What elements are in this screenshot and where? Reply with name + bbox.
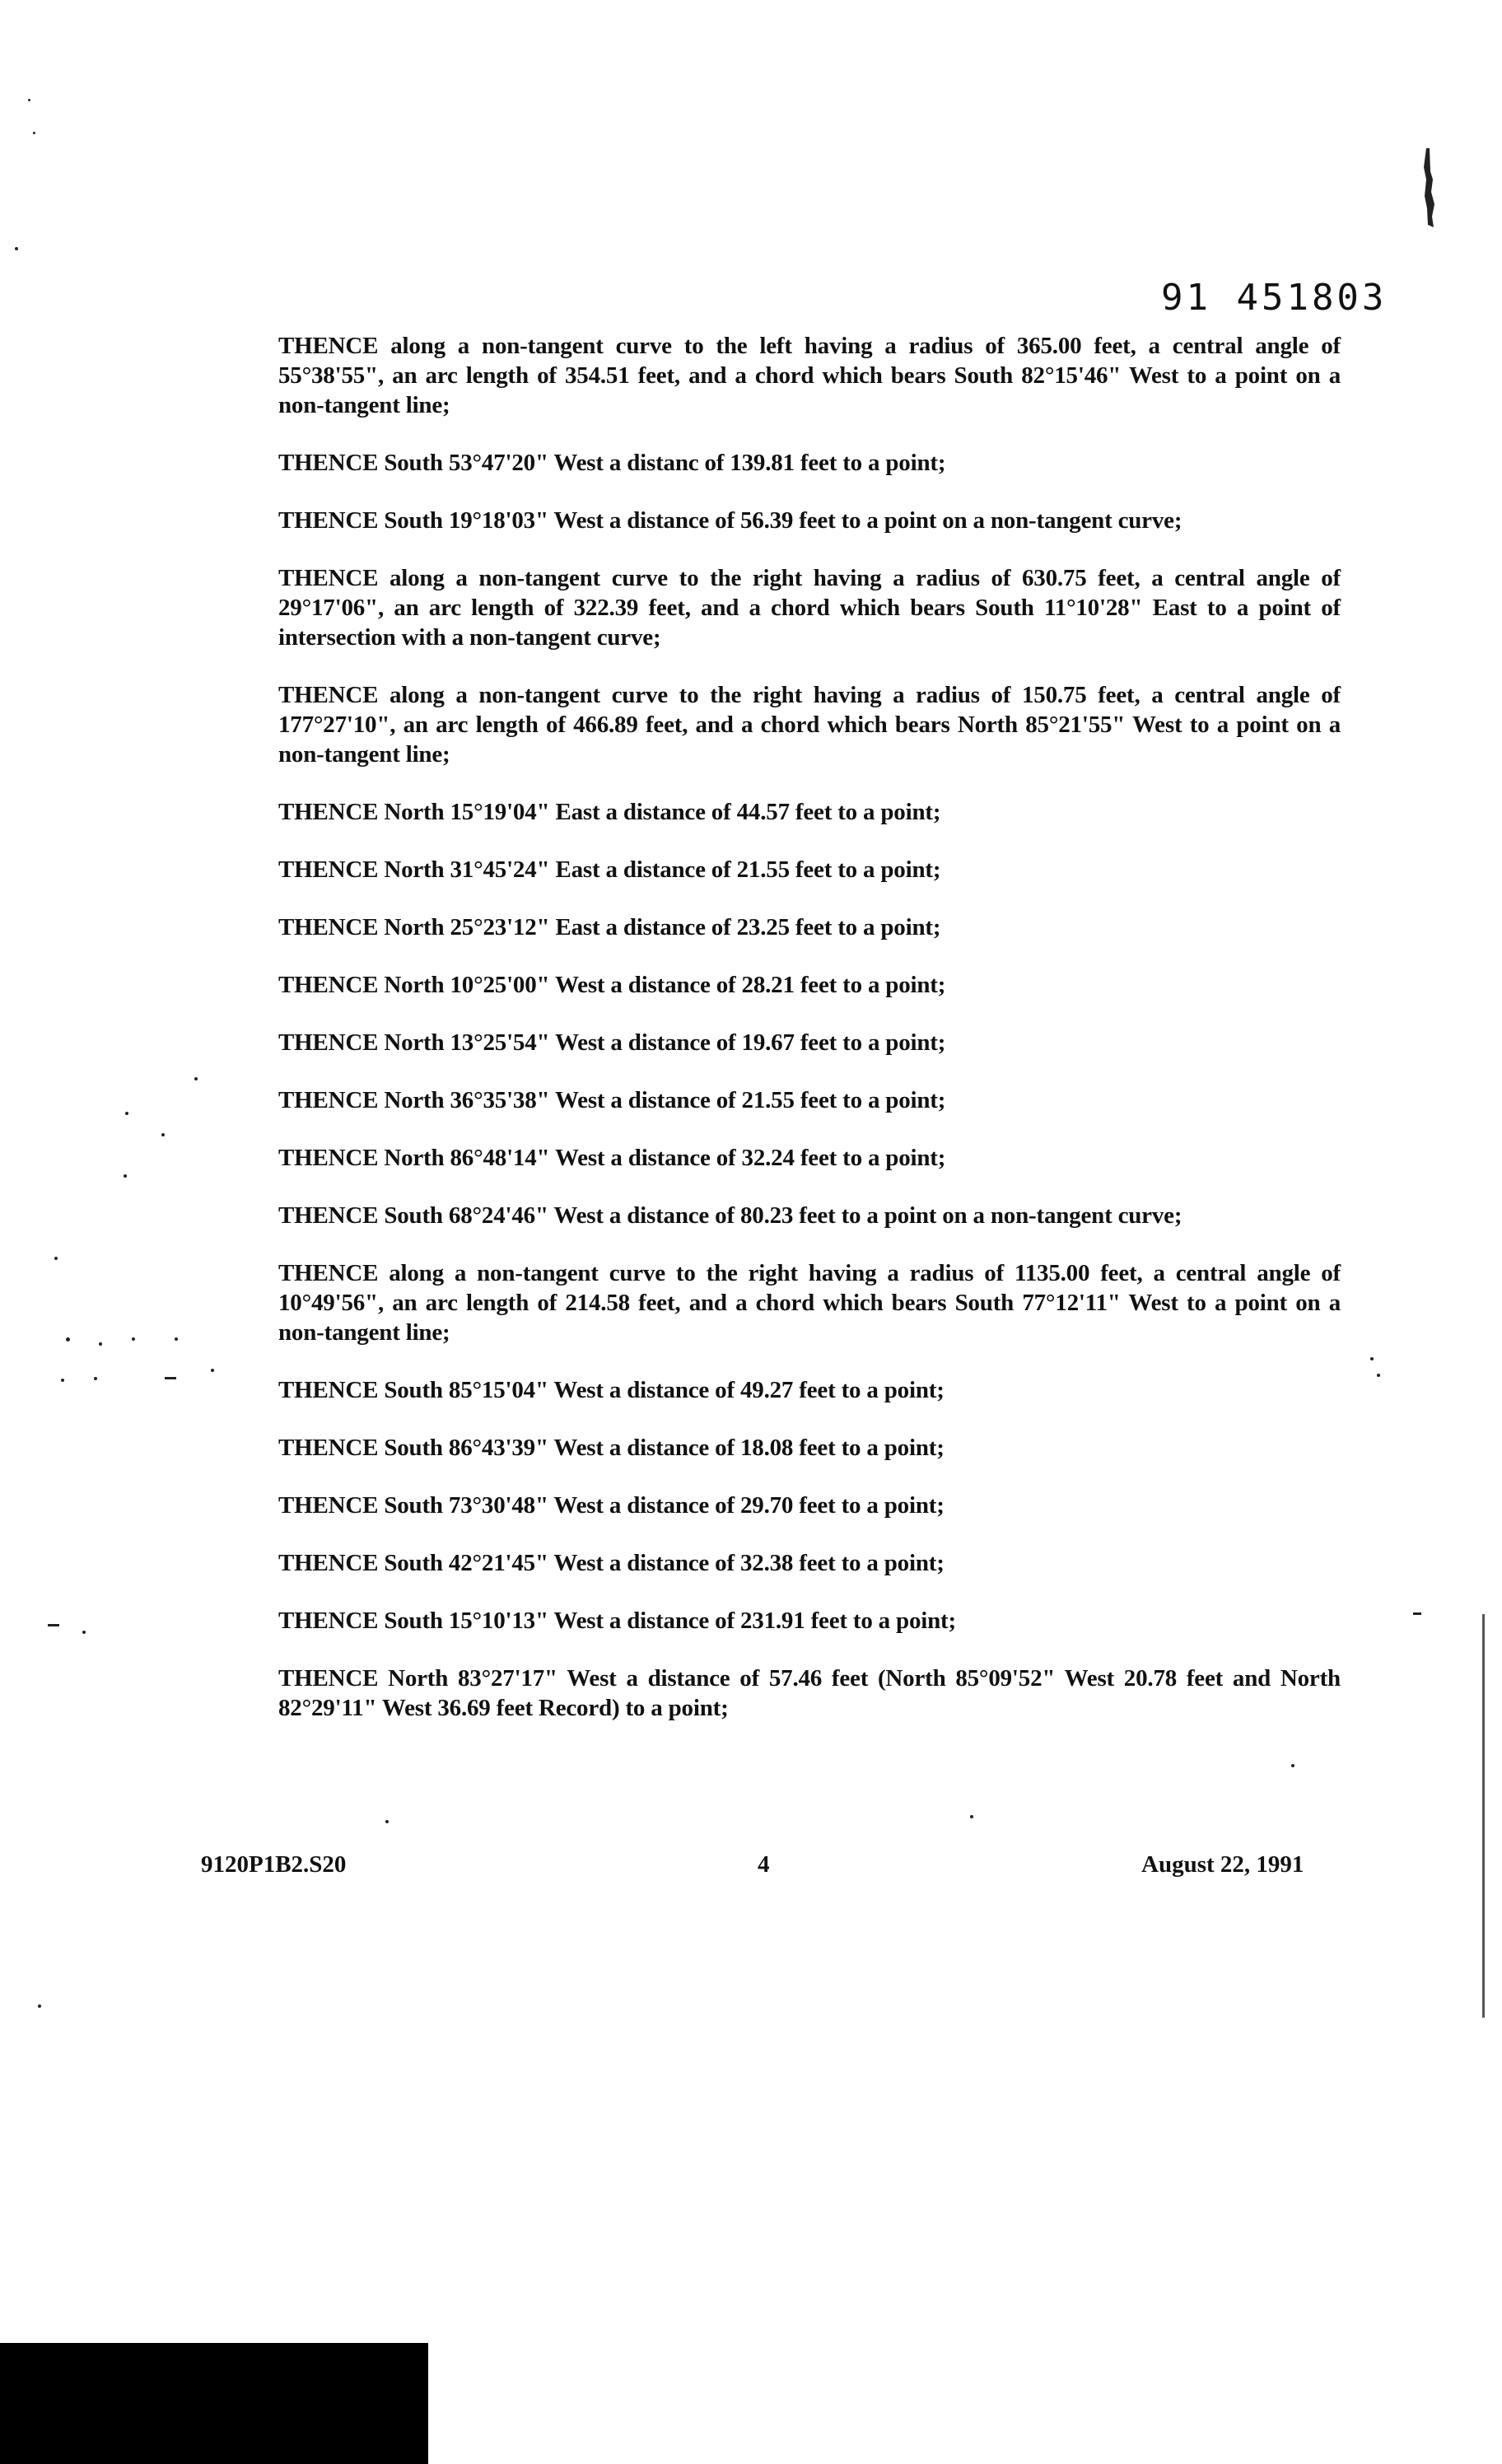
scan-speck (175, 1337, 178, 1341)
paragraph: THENCE North 10°25'00" West a distance of 28.21 feet to a point; (278, 972, 946, 998)
paragraph: THENCE North 36°35'38" West a distance of 21.55 feet to a point; (278, 1087, 946, 1113)
paragraph: THENCE along a non-tangent curve to the right having a radius of 1135.00 feet, a central angle of 10°49'56", an arc length of 214.58 feet, and a chord which bears South 77°12'11" West to a point on a non-tangent line; (278, 1260, 1341, 1346)
scan-speck (161, 1133, 165, 1136)
paragraph: THENCE South 53°47'20" West a distanc of 139.81 feet to a point; (278, 450, 946, 476)
scan-speck (970, 1815, 973, 1818)
scan-speck (61, 1379, 64, 1382)
scan-speck (54, 1257, 58, 1260)
scan-speck (33, 132, 35, 134)
scan-speck (194, 1077, 198, 1080)
paragraph: THENCE South 42°21'45" West a distance of 32.38 feet to a point; (278, 1550, 945, 1576)
scan-speck (211, 1369, 214, 1372)
paragraph: THENCE North 25°23'12" East a distance of 23.25 feet to a point; (278, 914, 941, 940)
paragraph: THENCE along a non-tangent curve to the right having a radius of 150.75 feet, a central angle of 177°27'10", an arc length of 466.89 feet, and a chord which bears North 85°21'55" West to a point on a non-tangent line; (278, 682, 1341, 768)
file-reference: 9120P1B2.S20 (201, 1851, 347, 1878)
legal-description-body (278, 331, 1341, 1751)
paragraph: THENCE South 85°15'04" West a distance of 49.27 feet to a point; (278, 1377, 945, 1403)
document-date: August 22, 1991 (1141, 1851, 1304, 1878)
scan-speck (1413, 1612, 1421, 1615)
scan-speck (48, 1624, 59, 1626)
paragraph: THENCE South 15°10'13" West a distance of 231.91 feet to a point; (278, 1608, 956, 1634)
redaction-block (0, 2343, 428, 2464)
paragraph: THENCE North 31°45'24" East a distance of 21.55 feet to a point; (278, 856, 941, 883)
scan-speck (66, 1337, 70, 1342)
scan-edge-line (1482, 1614, 1485, 2018)
staple-mark-icon (1420, 147, 1438, 229)
scan-speck (94, 1377, 97, 1380)
scan-speck (1370, 1357, 1374, 1360)
scan-speck (82, 1631, 86, 1634)
scan-speck (99, 1342, 102, 1346)
paragraph: THENCE South 86°43'39" West a distance of 18.08 feet to a point; (278, 1435, 945, 1461)
paragraph: THENCE South 19°18'03" West a distance of 56.39 feet to a point on a non-tangent curve; (278, 507, 1182, 534)
scan-speck (1377, 1374, 1380, 1377)
document-number: 91 451803 (1161, 277, 1388, 319)
paragraph: THENCE North 86°48'14" West a distance of 32.24 feet to a point; (278, 1145, 946, 1171)
scan-speck (165, 1377, 176, 1379)
paragraph: THENCE North 15°19'04" East a distance of 44.57 feet to a point; (278, 799, 941, 825)
paragraph: THENCE North 83°27'17" West a distance of 57.46 feet (North 85°09'52" West 20.78 feet and North 82°29'11" West 36.69 feet Record) to a point; (278, 1665, 1341, 1721)
scan-speck (125, 1112, 128, 1115)
scan-speck (15, 247, 18, 250)
scan-speck (124, 1174, 127, 1178)
scan-speck (385, 1820, 389, 1823)
scan-speck (38, 2004, 41, 2008)
paragraph: THENCE along a non-tangent curve to the right having a radius of 630.75 feet, a central angle of 29°17'06", an arc length of 322.39 feet, and a chord which bears South 11°10'28" East to a point of intersection with a non-tangent curve; (278, 565, 1341, 651)
paragraph: THENCE along a non-tangent curve to the left having a radius of 365.00 feet, a central angle of 55°38'55", an arc length of 354.51 feet, and a chord which bears South 82°15'46" West to a point on a non-tangent line; (278, 333, 1341, 418)
paragraph: THENCE South 73°30'48" West a distance of 29.70 feet to a point; (278, 1492, 945, 1519)
scan-speck (1291, 1764, 1294, 1767)
paragraph: THENCE South 68°24'46" West a distance of 80.23 feet to a point on a non-tangent curve; (278, 1202, 1182, 1229)
scan-speck (28, 99, 30, 101)
paragraph: THENCE North 13°25'54" West a distance of 19.67 feet to a point; (278, 1029, 946, 1056)
page-number: 4 (758, 1851, 770, 1878)
scan-speck (132, 1337, 135, 1341)
